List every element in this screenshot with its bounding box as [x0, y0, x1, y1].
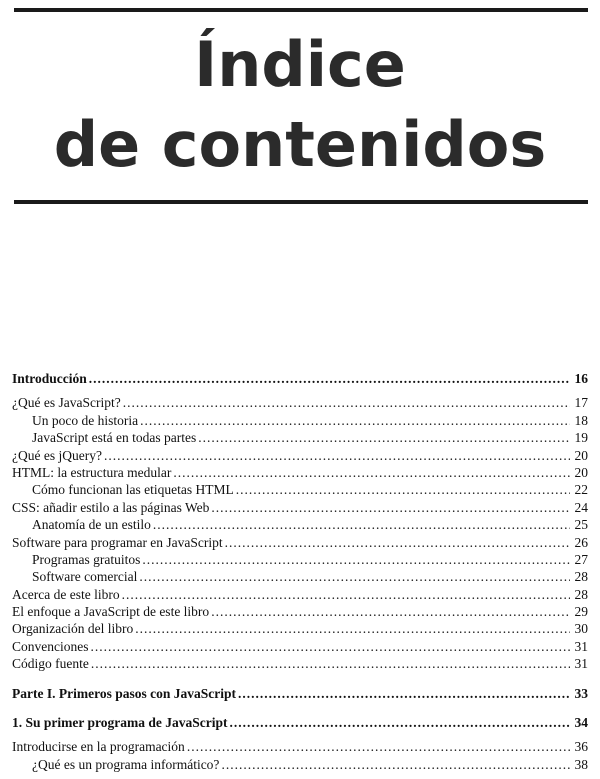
- toc-entry: [12, 587, 588, 604]
- toc-dot-leader: [142, 552, 570, 568]
- toc-entry-label: Cómo funcionan las etiquetas HTML: [32, 482, 234, 498]
- toc-entry: [12, 686, 588, 703]
- bottom-rule: [14, 200, 588, 204]
- toc-entry-page: 31: [574, 638, 588, 654]
- toc-entry: [12, 430, 588, 447]
- toc-dot-leader: [139, 569, 570, 585]
- toc-entry-page: 28: [574, 586, 588, 602]
- top-rule: [14, 8, 588, 12]
- toc-entry-page: 34: [574, 715, 588, 731]
- toc-entry-label: Código fuente: [12, 656, 89, 672]
- toc-entry-label: CSS: añadir estilo a las páginas Web: [12, 499, 210, 515]
- toc-dot-leader: [236, 482, 570, 498]
- toc-entry: [12, 656, 588, 673]
- toc-entry-label: Programas gratuitos: [32, 551, 141, 567]
- toc-spacer: [12, 732, 588, 739]
- toc-entry: [12, 604, 588, 621]
- toc-entry-label: Software para programar en JavaScript: [12, 534, 223, 550]
- toc-dot-leader: [153, 517, 570, 533]
- toc-dot-leader: [230, 715, 571, 731]
- toc-entry-page: 20: [574, 464, 588, 480]
- toc-entry-label: Acerca de este libro: [12, 586, 120, 602]
- toc-entry: [12, 517, 588, 534]
- toc-entry-page: 17: [574, 395, 588, 411]
- toc-entry-label: Convenciones: [12, 638, 89, 654]
- toc-spacer: [12, 674, 588, 686]
- toc-dot-leader: [211, 500, 570, 516]
- toc-dot-leader: [173, 465, 570, 481]
- toc-entry-label: Un poco de historia: [32, 412, 139, 428]
- toc-entry-page: 30: [574, 621, 588, 637]
- title-line-1: Índice: [194, 28, 406, 101]
- toc-dot-leader: [104, 448, 570, 464]
- toc-entry: [12, 395, 588, 412]
- toc-entry-page: 18: [574, 412, 588, 428]
- toc-entry-page: 20: [574, 447, 588, 463]
- toc-dot-leader: [187, 739, 570, 755]
- toc-entry: [12, 413, 588, 430]
- toc-spacer: [12, 703, 588, 715]
- toc-entry-label: Introducirse en la programación: [12, 739, 185, 755]
- toc-spacer: [12, 388, 588, 395]
- toc-entry-page: 36: [574, 739, 588, 755]
- toc-dot-leader: [238, 686, 570, 702]
- toc-entry-label: ¿Qué es jQuery?: [12, 447, 102, 463]
- toc-entry-label: Introducción: [12, 371, 87, 386]
- toc-entry: [12, 500, 588, 517]
- toc-entry: [12, 757, 588, 774]
- toc-dot-leader: [135, 621, 570, 637]
- toc-entry-page: 16: [574, 371, 588, 386]
- toc-dot-leader: [221, 757, 570, 773]
- toc-entry-page: 27: [574, 551, 588, 567]
- toc-dot-leader: [123, 395, 570, 411]
- toc-entry-label: Software comercial: [32, 569, 138, 585]
- toc-dot-leader: [211, 604, 570, 620]
- toc-entry: [12, 448, 588, 465]
- toc-entry: [12, 569, 588, 586]
- toc-entry-page: 22: [574, 482, 588, 498]
- toc-dot-leader: [122, 587, 570, 603]
- toc-dot-leader: [225, 535, 570, 551]
- toc-entry-label: ¿Qué es JavaScript?: [12, 395, 121, 411]
- toc-entry-page: 25: [574, 517, 588, 533]
- toc-entry: [12, 739, 588, 756]
- toc-dot-leader: [140, 413, 570, 429]
- toc-entry: [12, 465, 588, 482]
- toc-dot-leader: [91, 639, 571, 655]
- title-line-2: de contenidos: [53, 108, 547, 181]
- toc-entry-page: 29: [574, 604, 588, 620]
- toc-dot-leader: [198, 430, 570, 446]
- toc-dot-leader: [91, 656, 570, 672]
- toc-entry-label: El enfoque a JavaScript de este libro: [12, 604, 210, 620]
- toc-entry-page: 33: [574, 685, 588, 701]
- toc-entry-page: 19: [574, 430, 588, 446]
- toc-entry-label: JavaScript está en todas partes: [32, 430, 197, 446]
- toc-entry: [12, 552, 588, 569]
- toc-entry-page: 26: [574, 534, 588, 550]
- toc-entry-label: Anatomía de un estilo: [32, 517, 151, 533]
- toc-entry-page: 31: [574, 656, 588, 672]
- toc-entry-label: HTML: la estructura medular: [12, 464, 172, 480]
- toc-entry-label: ¿Qué es un programa informático?: [32, 756, 220, 772]
- toc-entry-label: Organización del libro: [12, 621, 134, 637]
- toc-entry-label: 1. Su primer programa de JavaScript: [12, 715, 228, 731]
- toc-entry: [12, 639, 588, 656]
- toc-entry: [12, 621, 588, 638]
- toc-entry: [12, 535, 588, 552]
- table-of-contents: [12, 371, 588, 774]
- toc-entry: [12, 371, 588, 388]
- toc-entry: [12, 715, 588, 732]
- toc-dot-leader: [89, 371, 570, 387]
- toc-entry-page: 24: [574, 499, 588, 515]
- toc-entry: [12, 482, 588, 499]
- toc-entry-page: 38: [574, 756, 588, 772]
- toc-entry-label: Parte I. Primeros pasos con JavaScript: [12, 685, 236, 701]
- toc-entry-page: 28: [574, 569, 588, 585]
